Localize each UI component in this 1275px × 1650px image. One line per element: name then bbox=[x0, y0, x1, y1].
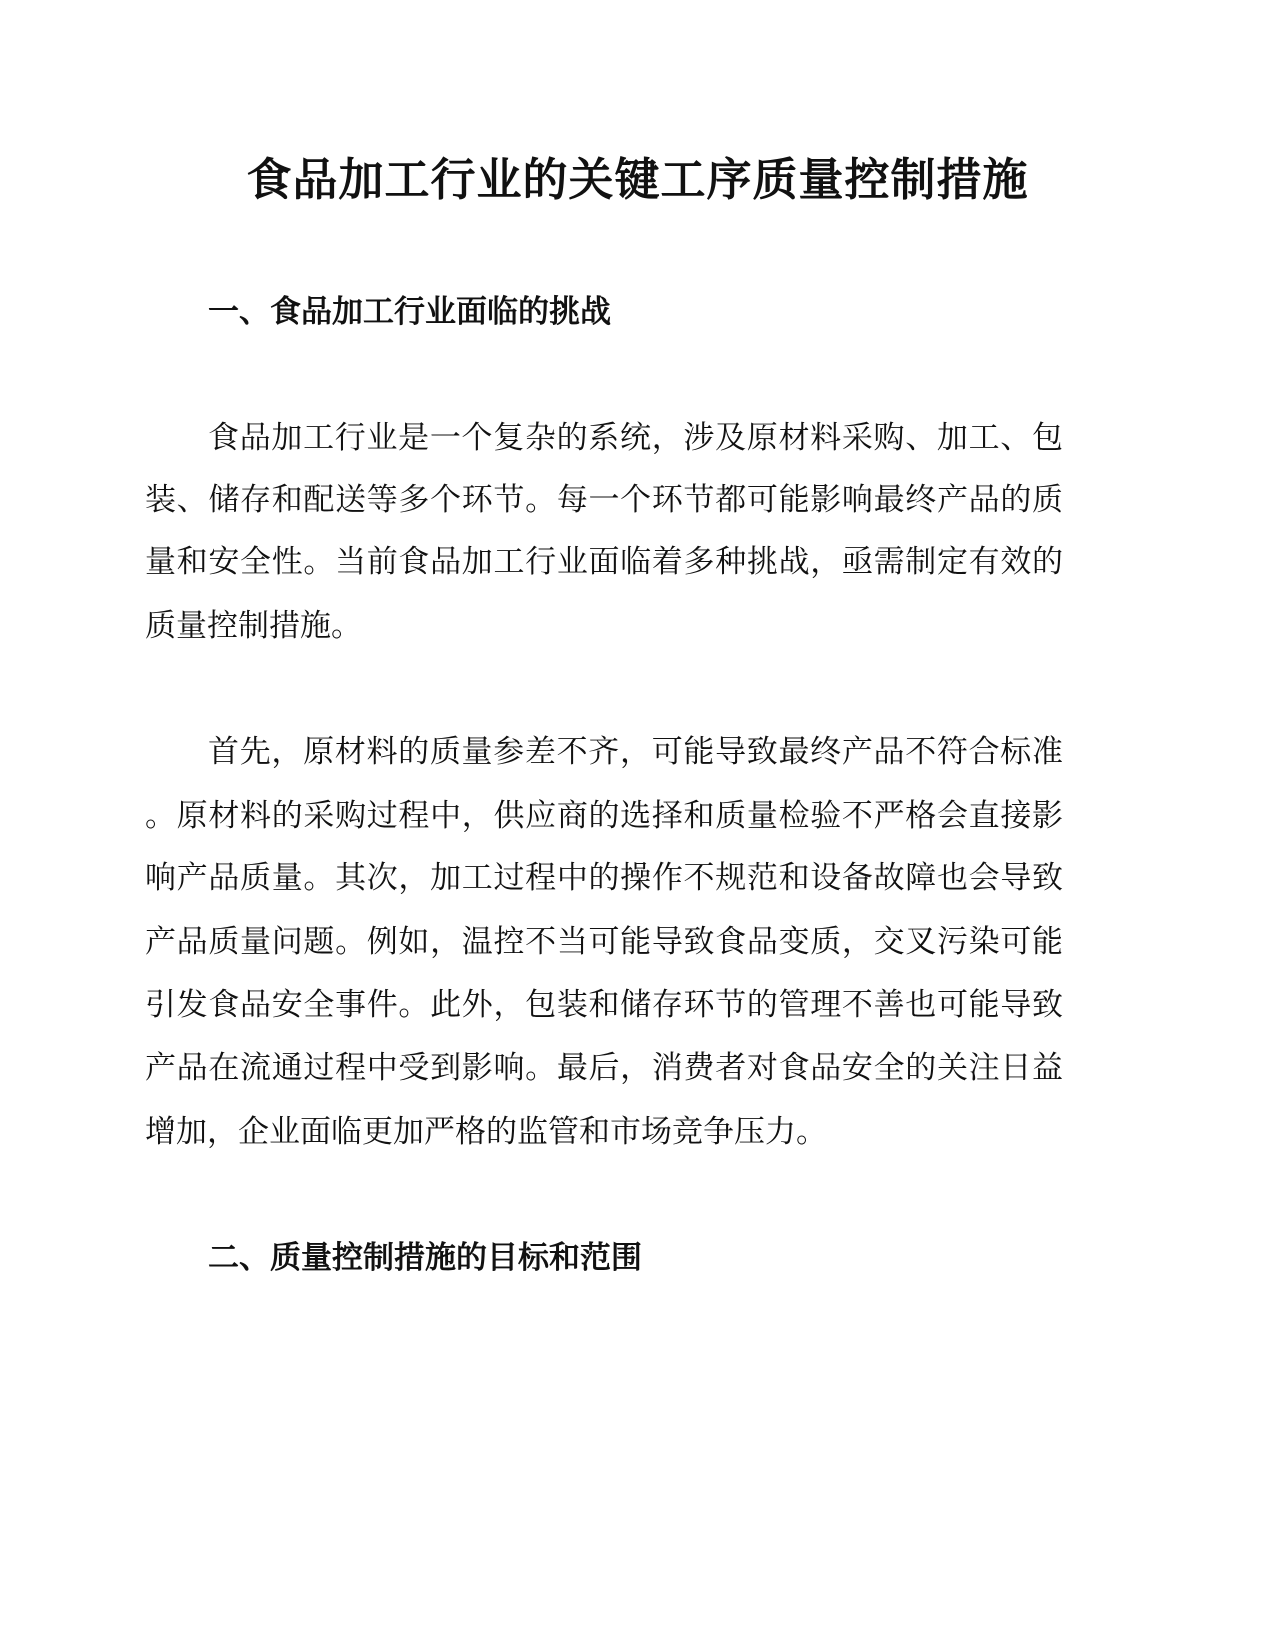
document-title: 食品加工行业的关键工序质量控制措施 bbox=[246, 153, 1029, 206]
paragraph-line: 增加，企业面临更加严格的监管和市场竞争压力。 bbox=[145, 1114, 827, 1150]
section-heading-1: 一、食品加工行业面临的挑战 bbox=[208, 294, 611, 330]
paragraph-line: 首先，原材料的质量参差不齐，可能导致最终产品不符合标准 bbox=[208, 734, 1063, 770]
paragraph-line: 质量控制措施。 bbox=[145, 608, 362, 644]
paragraph-line: 食品加工行业是一个复杂的系统，涉及原材料采购、加工、包 bbox=[208, 420, 1063, 456]
paragraph-line: 装、储存和配送等多个环节。每一个环节都可能影响最终产品的质 bbox=[145, 482, 1063, 518]
paragraph-line: 引发食品安全事件。此外，包装和储存环节的管理不善也可能导致 bbox=[145, 987, 1063, 1023]
paragraph-line: 产品在流通过程中受到影响。最后，消费者对食品安全的关注日益 bbox=[145, 1050, 1063, 1086]
section-heading-2: 二、质量控制措施的目标和范围 bbox=[208, 1240, 642, 1276]
paragraph-line: 产品质量问题。例如，温控不当可能导致食品变质，交叉污染可能 bbox=[145, 924, 1063, 960]
paragraph-line: 。原材料的采购过程中，供应商的选择和质量检验不严格会直接影 bbox=[145, 798, 1063, 834]
paragraph-line: 响产品质量。其次，加工过程中的操作不规范和设备故障也会导致 bbox=[145, 860, 1063, 896]
paragraph-line: 量和安全性。当前食品加工行业面临着多种挑战，亟需制定有效的 bbox=[145, 544, 1063, 580]
